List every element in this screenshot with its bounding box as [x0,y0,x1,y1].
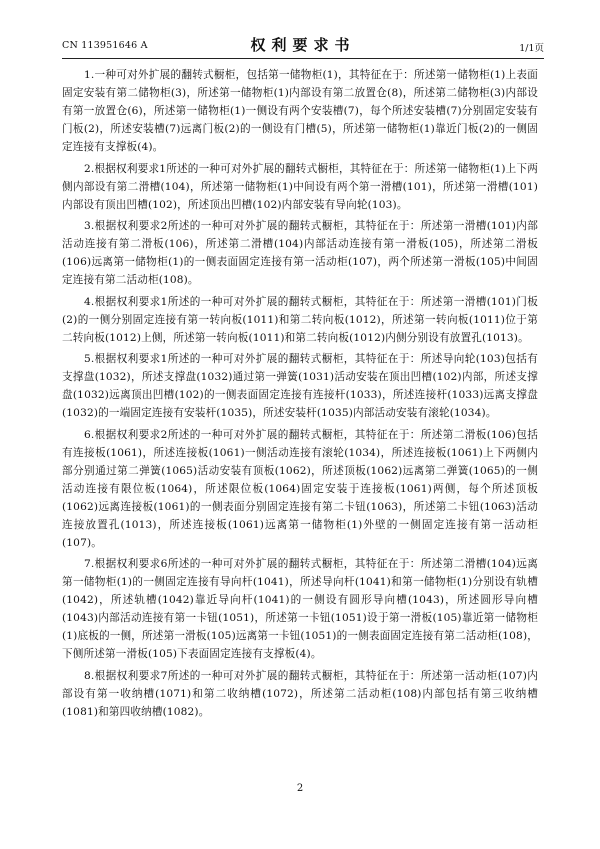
claims-body [62,66,538,724]
claim-6: 6.根据权利要求2所述的一种可对外扩展的翻转式橱柜，其特征在于：所述第二滑板(106)包括有连接板(1061)，所述连接板(1061)一侧活动连接有滚轮(1034)，所述连接板(1061)上下两侧内部分别通过第二弹簧(1065)活动安装有顶板(1062)，所述顶板(1062)远离第二弹簧(1065)的一侧活动连接有限位板(1064)，所述限位板(1064)固定安装于连接板(1061)两侧，每个所述顶板(1062)远离连接板(1061)的一侧表面分别固定连接有第二卡钮(1063)，所述第二卡钮(1063)活动连接放置孔(1013)，所述连接板(1061)远离第一储物柜(1)外壁的一侧固定连接有第一活动柜(107)。 [62,428,538,549]
claim-1: 1.一种可对外扩展的翻转式橱柜，包括第一储物柜(1)，其特征在于：所述第一储物柜(1)上表面固定安装有第二储物柜(3)，所述第一储物柜(1)内部设有第二放置仓(8)，所述第二储物柜(3)内部设有第一放置仓(6)，所述第一储物柜(1)一侧设有两个安装槽(7)，每个所述安装槽(7)分别固定安装有门板(2)，所述安装槽(7)远离门板(2)的一侧设有门槽(5)，所述第一储物柜(1)靠近门板(2)的一侧固定连接有支撑板(4)。 [62,69,538,153]
claim-8: 8.根据权利要求7所述的一种可对外扩展的翻转式橱柜，其特征在于：所述第一活动柜(107)内部设有第一收纳槽(1071)和第二收纳槽(1072)，所述第二活动柜(108)内部包括有第三收纳槽(1081)和第四收纳槽(1082)。 [62,669,538,718]
claim-3: 3.根据权利要求2所述的一种可对外扩展的翻转式橱柜，其特征在于：所述第一滑槽(101)内部活动连接有第二滑板(106)，所述第二滑槽(104)内部活动连接有第一滑板(105)，所述第二滑板(106)远离第一储物柜(1)的一侧表面固定连接有第一活动柜(107)，两个所述第一滑板(105)中间固定连接有第二活动柜(108)。 [62,220,538,286]
claim-4: 4.根据权利要求1所述的一种可对外扩展的翻转式橱柜，其特征在于：所述第一滑槽(101)门板(2)的一侧分别固定连接有第一转向板(1011)和第二转向板(1012)，所述第一转向板(1011)位于第二转向板(1012)上侧，所述第一转向板(1011)和第二转向板(1012)内侧分别设有放置孔(1013)。 [62,295,538,344]
claim-5: 5.根据权利要求1所述的一种可对外扩展的翻转式橱柜，其特征在于：所述导向轮(103)包括有支撑盘(1032)，所述支撑盘(1032)通过第一弹簧(1031)活动安装在顶出凹槽(102)内部，所述支撑盘(1032)远离顶出凹槽(102)的一侧表面固定连接有连接杆(1033)，所述连接杆(1033)远离支撑盘(1032)的一端固定连接有安装杆(1035)，所述安装杆(1035)内部活动安装有滚轮(1034)。 [62,353,538,419]
patent-number: CN 113951646 A [62,40,148,51]
header-divider [62,58,544,59]
claim-7: 7.根据权利要求6所述的一种可对外扩展的翻转式橱柜，其特征在于：所述第二滑槽(104)远离第一储物柜(1)的一侧固定连接有导向杆(1041)，所述导向杆(1041)和第一储物柜(1)分别设有轨槽(1042)，所述轨槽(1042)靠近导向杆(1041)的一侧设有圆形导向槽(1043)，所述圆形导向槽(1043)内部活动连接有第一卡钮(1051)，所述第一卡钮(1051)设于第一滑板(105)靠近第一储物柜(1)底板的一侧，所述第一滑板(105)远离第一卡钮(1051)的一侧表面固定连接有第二活动柜(108)，下侧所述第一滑板(105)下表面固定连接有支撑板(4)。 [62,558,538,660]
claim-2: 2.根据权利要求1所述的一种可对外扩展的翻转式橱柜，其特征在于：所述第一储物柜(1)上下两侧内部设有第二滑槽(104)，所述第一储物柜(1)中间设有两个第一滑槽(101)，所述第一滑槽(101)内部设有顶出凹槽(102)，所述顶出凹槽(102)内部安装有导向轮(103)。 [62,162,538,211]
document-title: 权利要求书 [250,36,356,54]
page-header [62,34,544,56]
page-number: 2 [296,783,304,794]
page-reference: 1/1页 [519,43,544,54]
